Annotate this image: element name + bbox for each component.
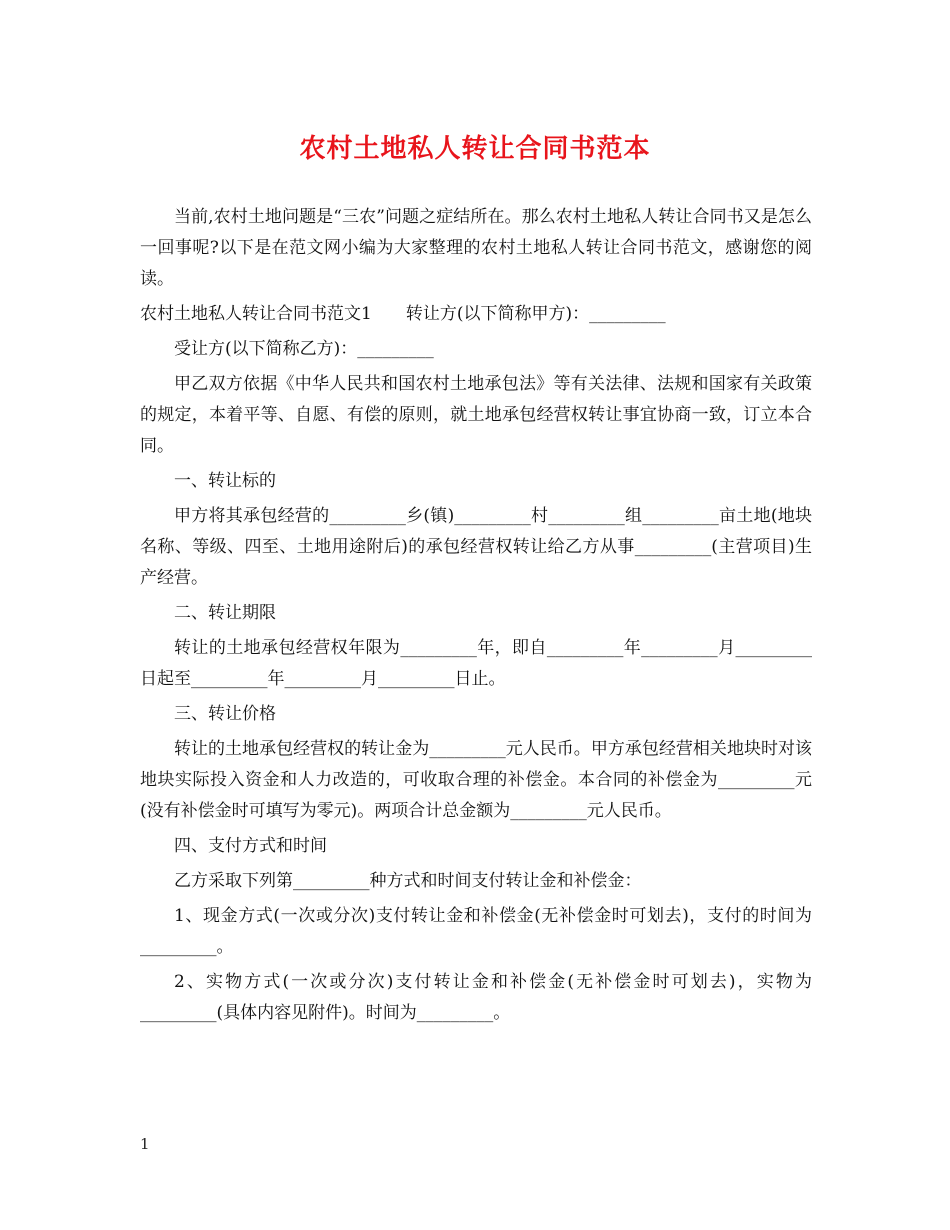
sample-heading-row	[140, 299, 812, 330]
payment-item-2: 2、实物方式(一次或分次)支付转让金和补偿金(无补偿金时可划去)，实物为_________(具体内容见附件)。时间为_________。	[140, 972, 812, 1023]
payment-item-1: 1、现金方式(一次或分次)支付转让金和补偿金(无补偿金时可划去)，支付的时间为_________。	[140, 906, 812, 957]
page-number: 1	[140, 1135, 150, 1153]
sample-heading: 农村土地私人转让合同书范文1	[140, 304, 372, 324]
document-title: 农村土地私人转让合同书范本	[299, 134, 651, 164]
intro-paragraph: 当前,农村土地问题是“三农”问题之症结所在。那么农村土地私人转让合同书又是怎么一回事呢?以下是在范文网小编为大家整理的农村土地私人转让合同书范文，感谢您的阅读。	[140, 207, 812, 289]
section-text-3: 转让的土地承包经营权的转让金为_________元人民币。甲方承包经营相关地块时对该地块实际投入资金和人力改造的，可收取合理的补偿金。本合同的补偿金为_________元(没有补偿金时可填写为零元)。两项合计总金额为_________元人民币。	[140, 739, 812, 821]
section-heading-4: 四、支付方式和时间	[174, 836, 327, 856]
party-a-line: 转让方(以下简称甲方)：_________	[405, 304, 666, 324]
party-b-line: 受让方(以下简称乙方)：_________	[174, 339, 434, 359]
document-body	[140, 202, 812, 1033]
section-text-2: 转让的土地承包经营权年限为_________年，即自_________年_________月_________日起至_________年_________月_________日止。	[140, 638, 812, 689]
section-text-1: 甲方将其承包经营的_________乡(镇)_________村_________组_________亩土地(地块名称、等级、四至、土地用途附后)的承包经营权转让给乙方从事_________(主营项目)生产经营。	[140, 506, 812, 588]
section-text-4: 乙方采取下列第_________种方式和时间支付转让金和补偿金：	[174, 871, 642, 891]
section-heading-2: 二、转让期限	[174, 603, 276, 623]
section-heading-1: 一、转让标的	[174, 471, 276, 491]
preamble-paragraph: 甲乙双方依据《中华人民共和国农村土地承包法》等有关法律、法规和国家有关政策的规定，本着平等、自愿、有偿的原则，就土地承包经营权转让事宜协商一致，订立本合同。	[140, 374, 812, 456]
section-heading-3: 三、转让价格	[174, 704, 276, 724]
